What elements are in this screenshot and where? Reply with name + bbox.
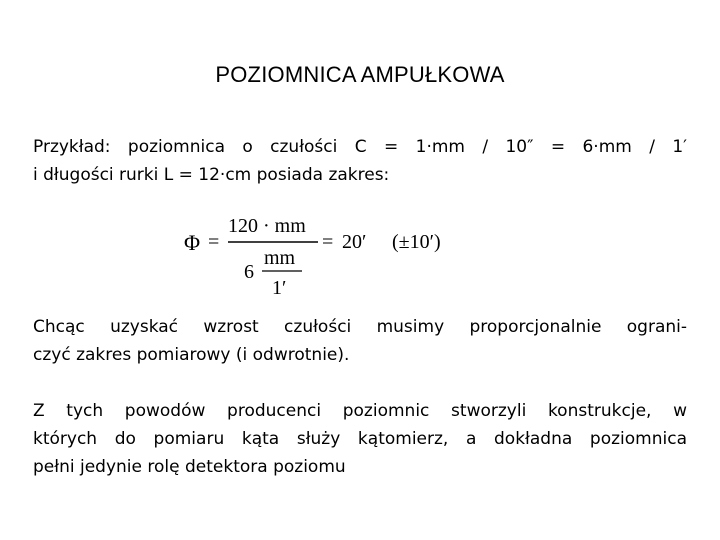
slide-title: POZIOMNICA AMPUŁKOWA <box>215 62 505 87</box>
range-formula <box>180 208 480 308</box>
sensitivity-line-2: czyć zakres pomiarowy (i odwrotnie). <box>33 345 350 365</box>
formula-tolerance: (±10′) <box>392 231 441 253</box>
formula-inner-denominator: 1′ <box>272 277 287 299</box>
example-line-2: i długości rurki L = 12·cm posiada zakres: <box>33 165 390 185</box>
manufacturers-line-2: których do pomiaru kąta służy kątomierz, a dokładna poziomnica <box>33 429 687 449</box>
manufacturers-line-1: Z tych powodów producenci poziomnic stworzyli konstrukcje, w <box>33 401 687 421</box>
sensitivity-line-1: Chcąc uzyskać wzrost czułości musimy proporcjonalnie ograni- <box>33 317 687 337</box>
example-paragraph <box>33 133 687 189</box>
formula-result: 20′ <box>342 231 367 253</box>
manufacturers-line-3: pełni jedynie rolę detektora poziomu <box>33 457 346 477</box>
sensitivity-paragraph <box>33 313 687 369</box>
formula-numerator: 120 · mm <box>228 215 306 237</box>
manufacturers-paragraph <box>33 397 687 481</box>
formula-phi: Φ <box>184 230 201 255</box>
formula-inner-numerator: mm <box>264 247 296 269</box>
formula-denominator-coefficient: 6 <box>244 261 254 283</box>
formula-equals-1: = <box>208 231 220 253</box>
example-line-1: Przykład: poziomnica o czułości C = 1·mm / 10″ = 6·mm / 1′ <box>33 137 687 157</box>
formula-equals-2: = <box>322 231 334 253</box>
